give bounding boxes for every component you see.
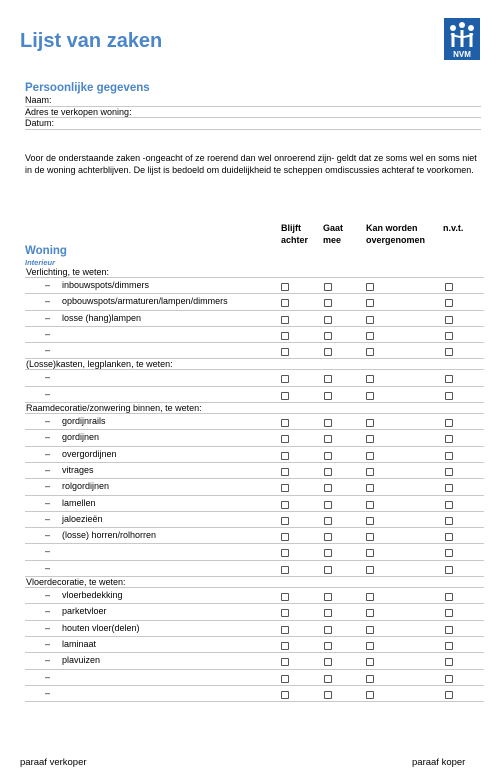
blijft-achter-checkbox[interactable] xyxy=(281,566,289,574)
blijft-achter-checkbox[interactable] xyxy=(281,484,289,492)
item-label: vitrages xyxy=(62,464,94,475)
checklist xyxy=(25,267,484,702)
overgenomen-checkbox[interactable] xyxy=(366,468,374,476)
blijft-achter-checkbox[interactable] xyxy=(281,316,289,324)
overgenomen-checkbox[interactable] xyxy=(366,566,374,574)
personal-heading: Persoonlijke gegevens xyxy=(25,82,150,94)
checklist-item xyxy=(25,387,484,403)
col-kan-label-1: Kan worden xyxy=(366,223,418,233)
section-title: Woning xyxy=(25,245,67,257)
dash-bullet: – xyxy=(45,655,51,666)
dash-bullet: – xyxy=(45,687,51,698)
overgenomen-checkbox[interactable] xyxy=(366,642,374,650)
col-kan-worden-overgenomen xyxy=(366,223,425,246)
checklist-item xyxy=(25,496,484,512)
blijft-achter-checkbox[interactable] xyxy=(281,468,289,476)
seller-initials: paraaf verkoper xyxy=(20,757,87,768)
gaat-mee-checkbox[interactable] xyxy=(324,609,332,617)
dash-bullet: – xyxy=(45,530,51,541)
dash-bullet: – xyxy=(45,280,51,290)
blijft-achter-checkbox[interactable] xyxy=(281,375,289,383)
nvt-checkbox[interactable] xyxy=(445,375,453,383)
category-row: Vloerdecoratie, te weten: xyxy=(25,577,484,588)
overgenomen-checkbox[interactable] xyxy=(366,435,374,443)
blijft-achter-checkbox[interactable] xyxy=(281,392,289,400)
gaat-mee-checkbox[interactable] xyxy=(324,332,332,340)
nvt-checkbox[interactable] xyxy=(445,348,453,356)
gaat-mee-checkbox[interactable] xyxy=(324,533,332,541)
checklist-item xyxy=(25,414,484,430)
category-row: (Losse)kasten, legplanken, te weten: xyxy=(25,359,484,370)
gaat-mee-checkbox[interactable] xyxy=(324,348,332,356)
gaat-mee-checkbox[interactable] xyxy=(324,484,332,492)
dash-bullet: – xyxy=(45,606,51,617)
gaat-mee-checkbox[interactable] xyxy=(324,675,332,683)
date-field[interactable]: Datum: xyxy=(25,118,481,130)
checklist-item xyxy=(25,370,484,386)
blijft-achter-checkbox[interactable] xyxy=(281,593,289,601)
gaat-mee-checkbox[interactable] xyxy=(324,283,332,291)
checklist-item xyxy=(25,621,484,637)
address-field[interactable]: Adres te verkopen woning: xyxy=(25,107,481,119)
nvt-checkbox[interactable] xyxy=(445,392,453,400)
overgenomen-checkbox[interactable] xyxy=(366,533,374,541)
checklist-item xyxy=(25,447,484,463)
nvt-checkbox[interactable] xyxy=(445,549,453,557)
overgenomen-checkbox[interactable] xyxy=(366,549,374,557)
gaat-mee-checkbox[interactable] xyxy=(324,299,332,307)
overgenomen-checkbox[interactable] xyxy=(366,283,374,291)
blijft-achter-checkbox[interactable] xyxy=(281,332,289,340)
item-label: (losse) horren/rolhorren xyxy=(62,530,157,541)
nvt-checkbox[interactable] xyxy=(445,691,453,699)
gaat-mee-checkbox[interactable] xyxy=(324,419,332,427)
item-label: losse (hang)lampen xyxy=(62,312,142,323)
checklist-item xyxy=(25,294,484,310)
gaat-mee-checkbox[interactable] xyxy=(324,658,332,666)
nvt-checkbox[interactable] xyxy=(445,533,453,541)
dash-bullet: – xyxy=(45,562,51,573)
nvt-checkbox[interactable] xyxy=(445,642,453,650)
nvt-checkbox[interactable] xyxy=(445,658,453,666)
blijft-achter-checkbox[interactable] xyxy=(281,691,289,699)
checklist-item xyxy=(25,670,484,686)
dash-bullet: – xyxy=(45,372,51,383)
nvt-checkbox[interactable] xyxy=(445,419,453,427)
nvt-checkbox[interactable] xyxy=(445,316,453,324)
nvm-logo xyxy=(444,18,480,60)
gaat-mee-checkbox[interactable] xyxy=(324,691,332,699)
gaat-mee-checkbox[interactable] xyxy=(324,566,332,574)
nvt-checkbox[interactable] xyxy=(445,484,453,492)
col-nvt xyxy=(443,223,463,235)
nvt-checkbox[interactable] xyxy=(445,452,453,460)
checklist-item xyxy=(25,561,484,577)
col-gaat-label-1: Gaat xyxy=(323,223,344,233)
col-blijft-label-2: achter xyxy=(281,234,309,245)
svg-text:NVM: NVM xyxy=(453,50,471,59)
overgenomen-checkbox[interactable] xyxy=(366,609,374,617)
dash-bullet: – xyxy=(45,671,51,682)
checklist-item xyxy=(25,278,484,294)
dash-bullet: – xyxy=(45,432,51,443)
dash-bullet: – xyxy=(45,513,51,524)
gaat-mee-checkbox[interactable] xyxy=(324,626,332,634)
category-row: Raamdecoratie/zonwering binnen, te weten: xyxy=(25,403,484,414)
overgenomen-checkbox[interactable] xyxy=(366,675,374,683)
item-label: rolgordijnen xyxy=(62,481,110,492)
blijft-achter-checkbox[interactable] xyxy=(281,549,289,557)
dash-bullet: – xyxy=(45,345,51,356)
gaat-mee-checkbox[interactable] xyxy=(324,452,332,460)
item-label: laminaat xyxy=(62,638,97,649)
nvt-checkbox[interactable] xyxy=(445,332,453,340)
overgenomen-checkbox[interactable] xyxy=(366,452,374,460)
buyer-initials: paraaf koper xyxy=(412,757,466,768)
gaat-mee-checkbox[interactable] xyxy=(324,375,332,383)
dash-bullet: – xyxy=(45,497,51,508)
dash-bullet: – xyxy=(45,546,51,557)
checklist-item xyxy=(25,686,484,702)
overgenomen-checkbox[interactable] xyxy=(366,658,374,666)
nvt-checkbox[interactable] xyxy=(445,299,453,307)
item-label: lamellen xyxy=(62,497,96,508)
nvt-checkbox[interactable] xyxy=(445,566,453,574)
nvt-checkbox[interactable] xyxy=(445,468,453,476)
item-label: houten vloer(delen) xyxy=(62,622,140,633)
overgenomen-checkbox[interactable] xyxy=(366,691,374,699)
blijft-achter-checkbox[interactable] xyxy=(281,419,289,427)
checklist-item xyxy=(25,430,484,446)
personal-fields xyxy=(25,95,481,130)
nvt-checkbox[interactable] xyxy=(445,517,453,525)
col-gaat-label-2: mee xyxy=(323,234,342,245)
overgenomen-checkbox[interactable] xyxy=(366,375,374,383)
item-label: jaloezieën xyxy=(62,513,103,524)
checklist-item xyxy=(25,463,484,479)
overgenomen-checkbox[interactable] xyxy=(366,392,374,400)
nvt-checkbox[interactable] xyxy=(445,609,453,617)
gaat-mee-checkbox[interactable] xyxy=(324,435,332,443)
section-subtitle: Interieur xyxy=(25,258,56,267)
col-nvt-label: n.v.t. xyxy=(443,223,464,233)
blijft-achter-checkbox[interactable] xyxy=(281,658,289,666)
checklist-item xyxy=(25,311,484,327)
nvt-checkbox[interactable] xyxy=(445,675,453,683)
dash-bullet: – xyxy=(45,481,51,492)
checklist-item xyxy=(25,512,484,528)
col-blijft-label-1: Blijft xyxy=(281,223,301,233)
item-label: plavuizen xyxy=(62,655,101,666)
col-kan-label-2: overgenomen xyxy=(366,234,426,245)
overgenomen-checkbox[interactable] xyxy=(366,593,374,601)
gaat-mee-checkbox[interactable] xyxy=(324,501,332,509)
blijft-achter-checkbox[interactable] xyxy=(281,626,289,634)
blijft-achter-checkbox[interactable] xyxy=(281,609,289,617)
blijft-achter-checkbox[interactable] xyxy=(281,283,289,291)
blijft-achter-checkbox[interactable] xyxy=(281,501,289,509)
overgenomen-checkbox[interactable] xyxy=(366,484,374,492)
overgenomen-checkbox[interactable] xyxy=(366,316,374,324)
overgenomen-checkbox[interactable] xyxy=(366,626,374,634)
overgenomen-checkbox[interactable] xyxy=(366,501,374,509)
blijft-achter-checkbox[interactable] xyxy=(281,348,289,356)
item-label: opbouwspots/armaturen/lampen/dimmers xyxy=(62,296,228,307)
dash-bullet: – xyxy=(45,416,51,427)
item-label: overgordijnen xyxy=(62,448,117,459)
dash-bullet: – xyxy=(45,638,51,649)
dash-bullet: – xyxy=(45,296,51,307)
name-field[interactable]: Naam: xyxy=(25,95,481,107)
blijft-achter-checkbox[interactable] xyxy=(281,452,289,460)
overgenomen-checkbox[interactable] xyxy=(366,419,374,427)
gaat-mee-checkbox[interactable] xyxy=(324,549,332,557)
item-label: vloerbedekking xyxy=(62,590,123,601)
item-label: gordijnrails xyxy=(62,416,106,427)
checklist-item xyxy=(25,588,484,604)
overgenomen-checkbox[interactable] xyxy=(366,299,374,307)
checklist-item xyxy=(25,528,484,544)
dash-bullet: – xyxy=(45,464,51,475)
nvt-checkbox[interactable] xyxy=(445,501,453,509)
nvt-checkbox[interactable] xyxy=(445,626,453,634)
checklist-item xyxy=(25,327,484,343)
category-row: Verlichting, te weten: xyxy=(25,267,484,278)
gaat-mee-checkbox[interactable] xyxy=(324,468,332,476)
gaat-mee-checkbox[interactable] xyxy=(324,642,332,650)
nvt-checkbox[interactable] xyxy=(445,283,453,291)
nvt-checkbox[interactable] xyxy=(445,435,453,443)
col-gaat-mee xyxy=(323,223,343,246)
nvt-checkbox[interactable] xyxy=(445,593,453,601)
checklist-item xyxy=(25,653,484,669)
checklist-item xyxy=(25,343,484,359)
gaat-mee-checkbox[interactable] xyxy=(324,316,332,324)
blijft-achter-checkbox[interactable] xyxy=(281,435,289,443)
item-label: parketvloer xyxy=(62,606,107,617)
blijft-achter-checkbox[interactable] xyxy=(281,299,289,307)
item-label: gordijnen xyxy=(62,432,100,443)
dash-bullet: – xyxy=(45,622,51,633)
overgenomen-checkbox[interactable] xyxy=(366,517,374,525)
intro-text: Voor de onderstaande zaken -ongeacht of ze roerend dan wel onroerend zijn- geldt dat ze soms wel en soms niet in de woning achterblijven. De lijst is bedoeld om duidelijkheid te scheppen omdiscussies achteraf te voorkomen. xyxy=(25,153,477,175)
dash-bullet: – xyxy=(45,388,51,399)
dash-bullet: – xyxy=(45,312,51,323)
gaat-mee-checkbox[interactable] xyxy=(324,392,332,400)
blijft-achter-checkbox[interactable] xyxy=(281,675,289,683)
dash-bullet: – xyxy=(45,328,51,339)
dash-bullet: – xyxy=(45,590,51,601)
page-title: Lijst van zaken xyxy=(20,30,163,52)
gaat-mee-checkbox[interactable] xyxy=(324,517,332,525)
item-label: inbouwspots/dimmers xyxy=(62,280,150,290)
col-blijft-achter xyxy=(281,223,308,246)
overgenomen-checkbox[interactable] xyxy=(366,348,374,356)
checklist-item xyxy=(25,544,484,560)
checklist-item xyxy=(25,604,484,620)
blijft-achter-checkbox[interactable] xyxy=(281,517,289,525)
overgenomen-checkbox[interactable] xyxy=(366,332,374,340)
blijft-achter-checkbox[interactable] xyxy=(281,642,289,650)
checklist-item xyxy=(25,479,484,495)
checklist-item xyxy=(25,637,484,653)
blijft-achter-checkbox[interactable] xyxy=(281,533,289,541)
dash-bullet: – xyxy=(45,448,51,459)
gaat-mee-checkbox[interactable] xyxy=(324,593,332,601)
